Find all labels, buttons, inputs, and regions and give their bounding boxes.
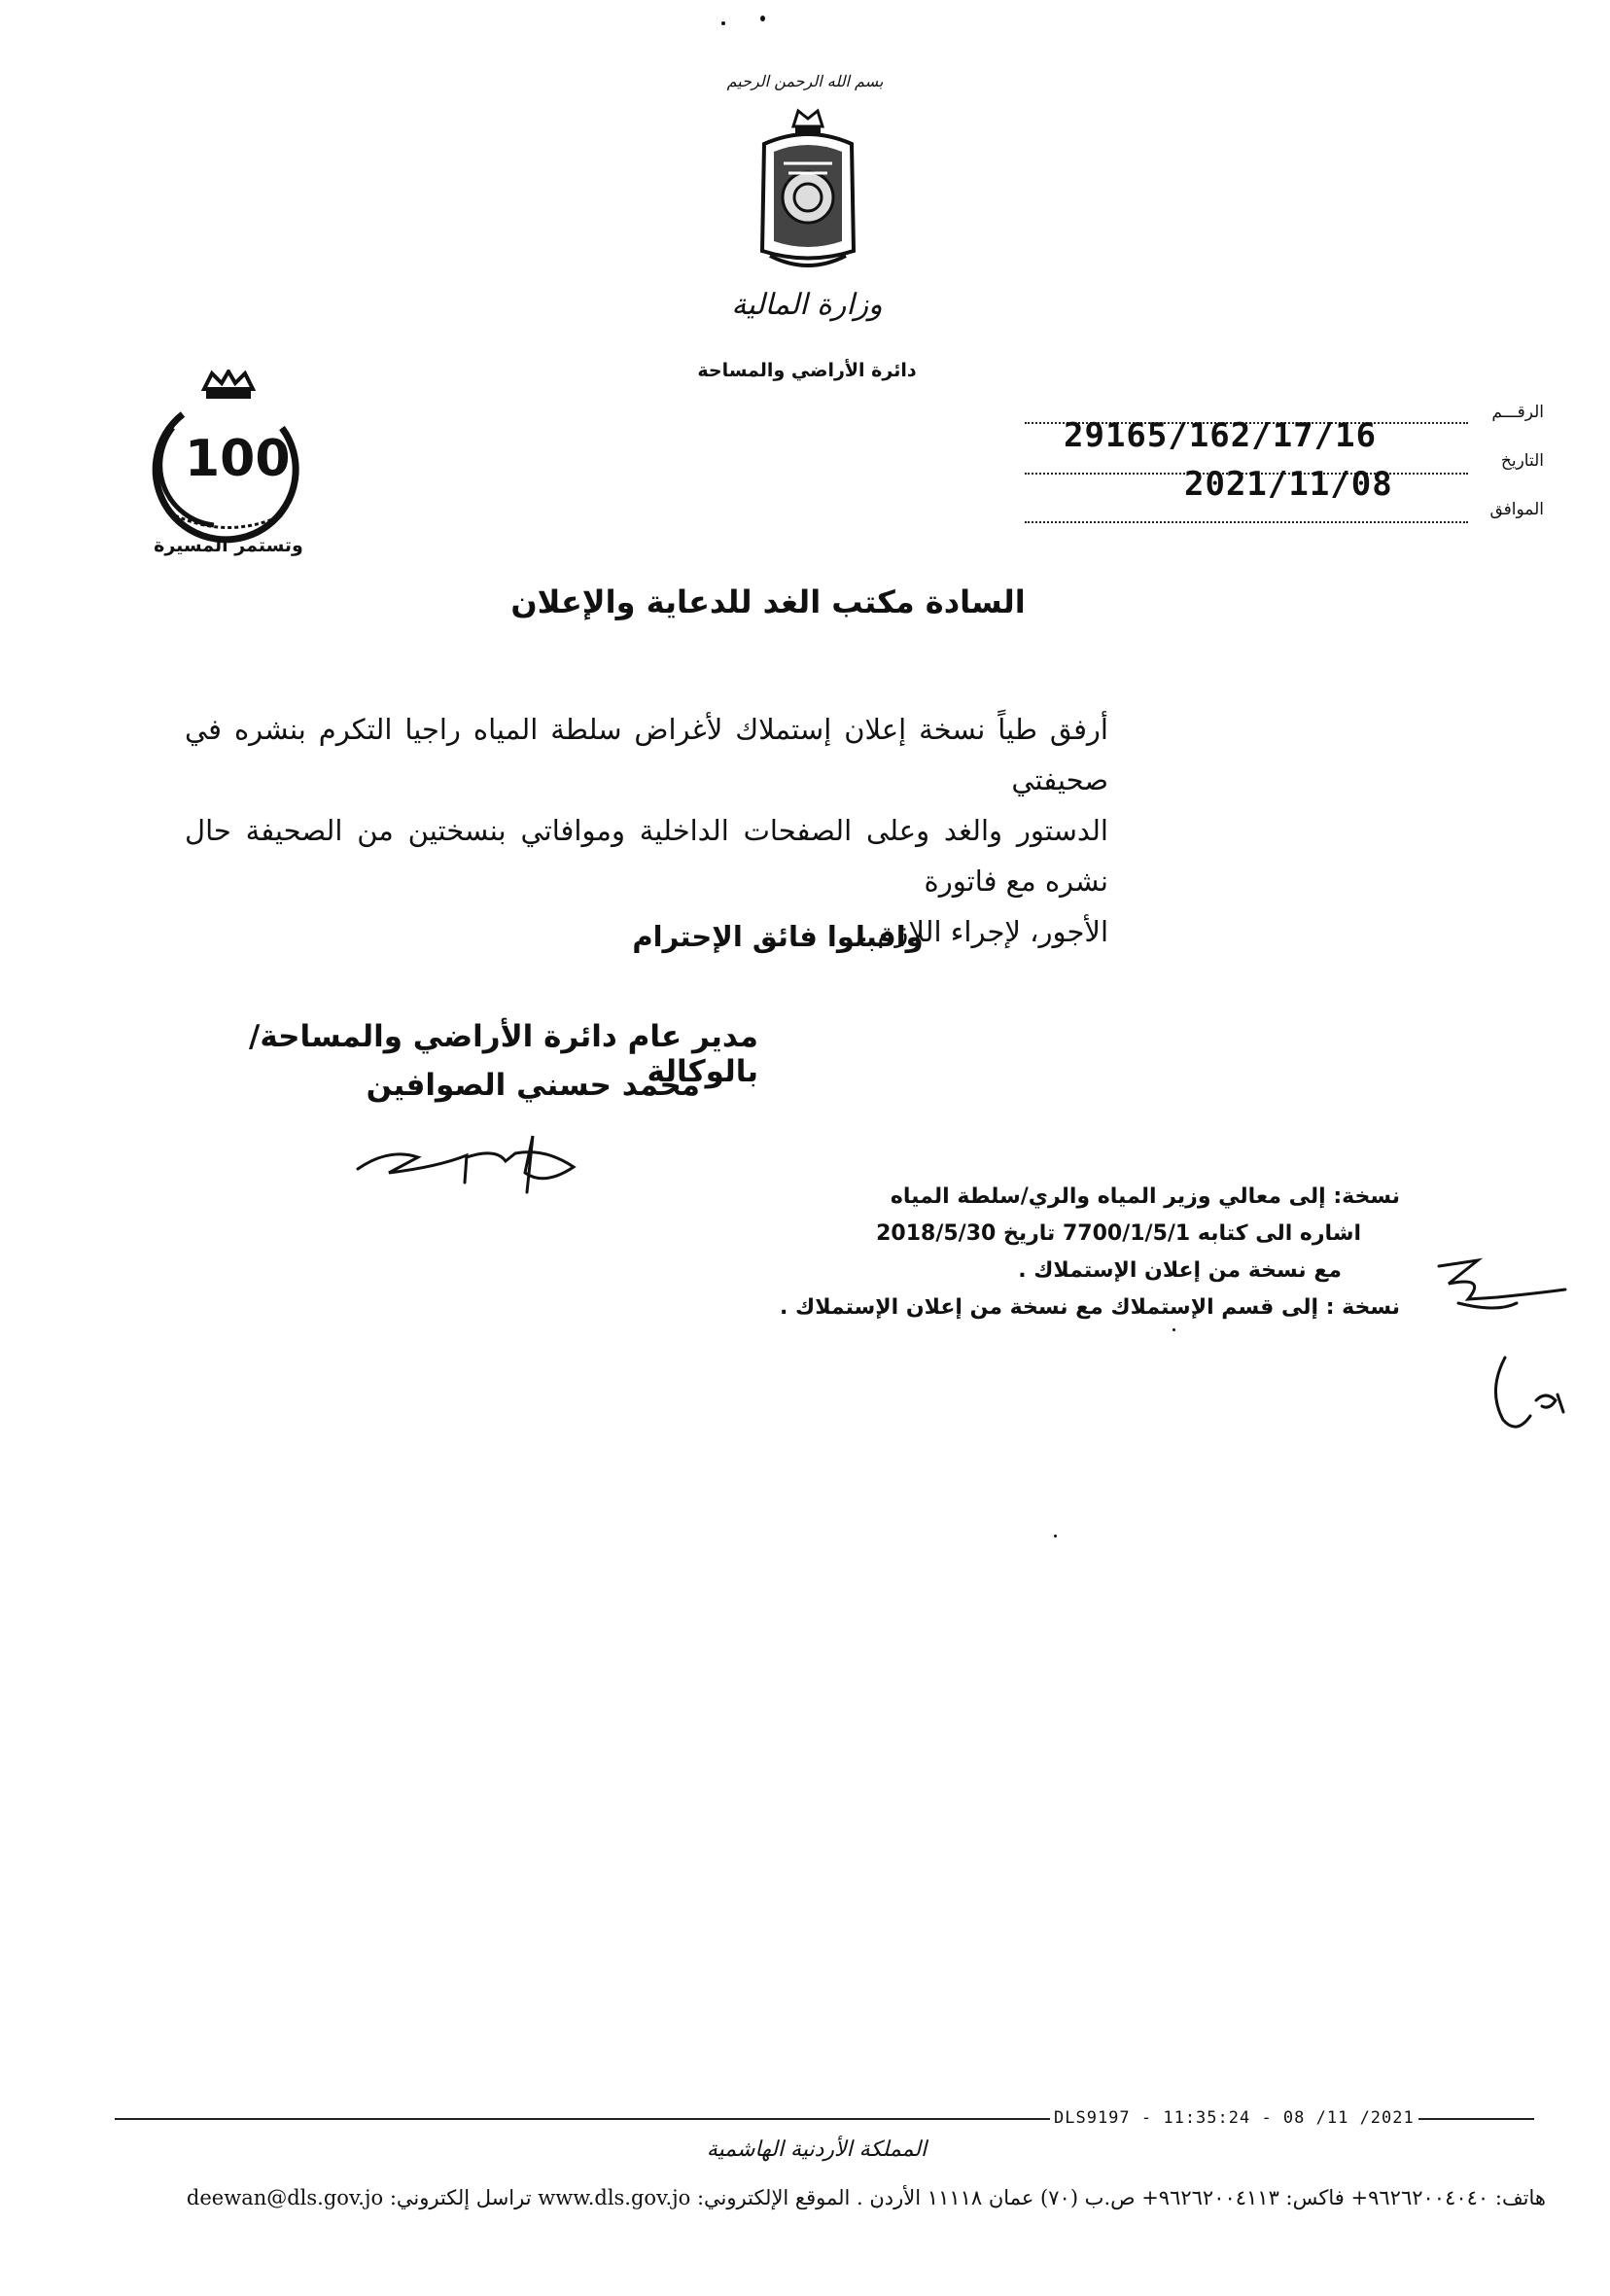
reference-number-value: 29165/162/17/16 bbox=[1064, 416, 1378, 455]
copy-line: مع نسخة من إعلان الإستملاك . bbox=[1018, 1258, 1342, 1283]
reference-number-label: الرقـــم bbox=[1491, 403, 1544, 422]
centennial-caption: وتستمر المسيرة bbox=[154, 535, 303, 556]
margin-handwritten-initials bbox=[1488, 1352, 1575, 1439]
scan-speck bbox=[721, 21, 725, 25]
reference-hijri-underline bbox=[1025, 521, 1468, 523]
reference-date-value: 2021/11/08 bbox=[1184, 465, 1393, 504]
letter-body-line: الدستور والغد وعلى الصفحات الداخلية وموافاتي بنسختين من الصحيفة حال نشره مع فاتورة bbox=[185, 814, 1108, 898]
copy-line: نسخة: إلى معالي وزير المياه والري/سلطة المياه bbox=[890, 1184, 1400, 1209]
letter-body-line: الأجور، لإجراء اللازم . bbox=[858, 915, 1108, 948]
letter-body-line: أرفق طياً نسخة إعلان إستملاك لأغراض سلطة المياه راجيا التكرم بنشره في صحيفتي bbox=[185, 713, 1108, 796]
signatory-name: محمد حسني الصوافين bbox=[366, 1068, 700, 1103]
scan-speck bbox=[1054, 1535, 1057, 1537]
footer-kingdom-name: المملكة الأردنية الهاشمية bbox=[706, 2137, 928, 2162]
department-name: دائرة الأراضي والمساحة bbox=[697, 360, 917, 381]
signatory-title: مدير عام دائرة الأراضي والمساحة/بالوكالة bbox=[249, 1019, 758, 1089]
ministry-name: وزارة المالية bbox=[731, 288, 883, 322]
centennial-number: 100 bbox=[185, 430, 291, 488]
basmala-heading: بسم الله الرحمن الرحيم bbox=[726, 72, 884, 90]
copy-line: اشاره الى كتابه 7700/1/5/1 تاريخ 2018/5/30 bbox=[876, 1221, 1361, 1246]
scan-speck bbox=[1172, 1328, 1175, 1331]
letter-addressee: السادة مكتب الغد للدعاية والإعلان bbox=[510, 583, 1026, 620]
scan-speck bbox=[760, 16, 765, 21]
coat-of-arms-icon bbox=[745, 105, 871, 270]
handwritten-signature bbox=[350, 1128, 583, 1196]
reference-hijri-label: الموافق bbox=[1489, 500, 1544, 519]
copy-line: نسخة : إلى قسم الإستملاك مع نسخة من إعلان الإستملاك . bbox=[780, 1295, 1400, 1320]
footer-contact-details: هاتف: ٩٦٢٦٢٠٠٤٠٤٠+ فاكس: ٩٦٢٦٢٠٠٤١١٣+ ص.ب (٧٠) عمان ١١١١٨ الأردن . الموقع الإلكتروني: www.dls.gov.jo تراسل إلكتروني: deewan@dls.gov.jo bbox=[186, 2186, 1546, 2209]
letter-closing: واقبلوا فائق الإحترام bbox=[632, 920, 924, 953]
margin-handwritten-mark bbox=[1429, 1254, 1585, 1332]
footer-system-code: DLS9197 - 11:35:24 - 08 /11 /2021 bbox=[1050, 2108, 1418, 2128]
letter-body bbox=[185, 704, 1108, 957]
reference-date-label: التاريخ bbox=[1500, 451, 1544, 471]
